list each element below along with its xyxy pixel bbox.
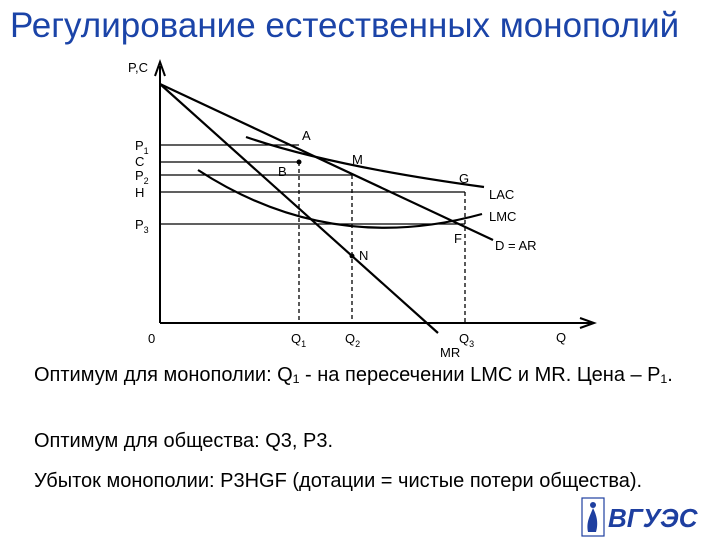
origin-label: 0 [148, 331, 156, 346]
monopoly-optimum-text: Оптимум для монополии: Q₁ - на пересечении LMC и MR. Цена – P₁. [34, 364, 673, 386]
logo-figure-head-icon [590, 502, 596, 508]
label-q2: $Q_2$ [345, 331, 361, 349]
demand-label: D = AR [495, 238, 537, 253]
point-b-dot [297, 160, 302, 165]
y-axis-label: P,C [128, 60, 148, 75]
label-p3: $P_3$ [135, 217, 149, 235]
label-q3: $Q_3$ [459, 331, 475, 349]
lmc-label: LMC [489, 209, 517, 224]
label-p2: $P_2$ [135, 168, 149, 186]
point-n-label: N [359, 248, 369, 263]
mr-label: MR [440, 345, 461, 360]
lmc-curve [198, 170, 482, 228]
social-optimum-text: Оптимум для общества: Q3, P3. [34, 430, 334, 452]
label-h: H [135, 185, 145, 200]
label-p1: $P_1$ [135, 138, 149, 156]
point-m-label: M [352, 152, 363, 167]
point-g-label: G [459, 171, 470, 186]
monopoly-loss-text: Убыток монополии: P3HGF (дотации = чистые потери общества). [34, 470, 643, 492]
label-c: C [135, 154, 145, 169]
point-b-label: B [278, 164, 287, 179]
point-n-dot [350, 254, 355, 259]
x-axis-label: Q [556, 330, 567, 345]
point-a-label: A [302, 128, 311, 143]
logo-text: ВГУЭС [608, 503, 698, 533]
vguies-logo [580, 496, 704, 538]
point-f-label: F [454, 231, 462, 246]
label-q1: $Q_1$ [291, 331, 307, 349]
lac-label: LAC [489, 187, 515, 202]
slide-title: Регулирование естественных монополий [10, 6, 680, 45]
